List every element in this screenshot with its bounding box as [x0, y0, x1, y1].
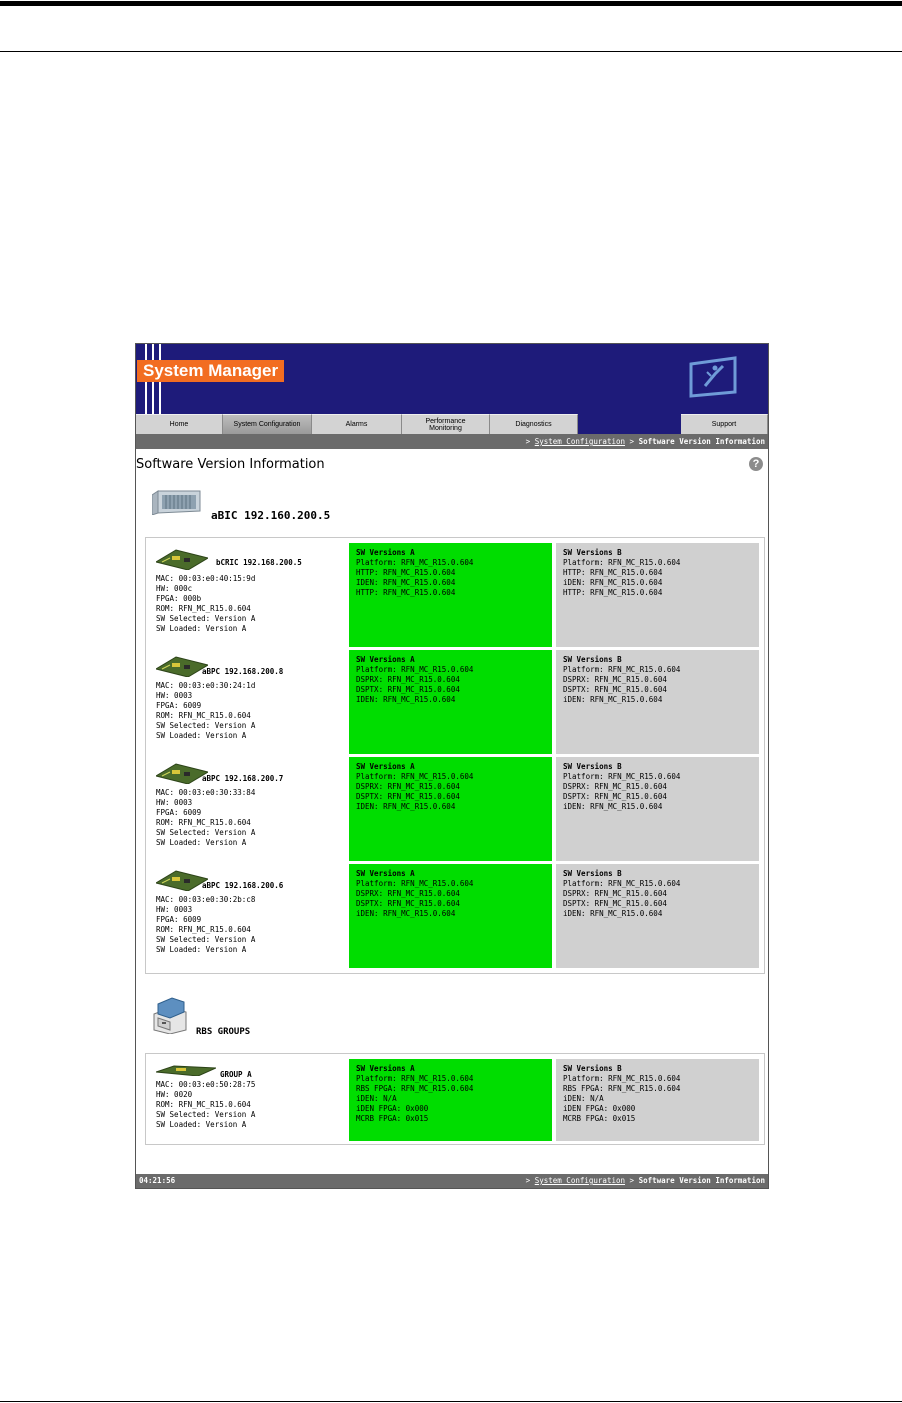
footer-breadcrumb-current: Software Version Information — [638, 1176, 765, 1185]
card-hw: HW: 000c — [156, 584, 193, 593]
card-name: bCRIC 192.168.200.5 — [216, 558, 302, 567]
tab-home[interactable]: Home — [136, 414, 223, 434]
card-rom: ROM: RFN_MC_R15.0.604 — [156, 925, 251, 934]
card-sw-selected: SW Selected: Version A — [156, 828, 256, 837]
status-footer — [136, 1174, 768, 1188]
sw-versions-b-title: SW Versions B — [563, 655, 622, 664]
tab-alarms[interactable]: Alarms — [312, 414, 402, 434]
app-banner — [136, 344, 768, 414]
breadcrumb-separator: > — [629, 437, 635, 446]
circuit-board-icon — [156, 762, 208, 784]
rbs-group-hw: HW: 0020 — [156, 1090, 193, 1099]
card-hw: HW: 0003 — [156, 798, 193, 807]
help-icon[interactable]: ? — [749, 457, 763, 471]
card-mac: MAC: 00:03:e0:30:33:84 — [156, 788, 256, 797]
sw-versions-a-title: SW Versions A — [356, 655, 415, 664]
card-row — [146, 650, 766, 754]
rbs-group-row — [146, 1059, 766, 1141]
card-sw-selected: SW Selected: Version A — [156, 721, 256, 730]
breadcrumb-separator: > — [525, 437, 531, 446]
sw-version-line: DSPTX: RFN_MC_R15.0.604 — [356, 685, 460, 694]
sw-versions-a-title: SW Versions A — [356, 869, 415, 878]
page-title: Software Version Information — [136, 457, 325, 472]
sw-version-line: iDEN FPGA: 0x000 — [356, 1104, 429, 1113]
sw-version-line: Platform: RFN_MC_R15.0.604 — [563, 772, 681, 781]
card-rom: ROM: RFN_MC_R15.0.604 — [156, 818, 251, 827]
sw-version-line: HTTP: RFN_MC_R15.0.604 — [356, 568, 456, 577]
tab-diagnostics[interactable]: Diagnostics — [490, 414, 578, 434]
sw-version-line: Platform: RFN_MC_R15.0.604 — [356, 558, 474, 567]
sw-version-line: iDEN: RFN_MC_R15.0.604 — [563, 695, 663, 704]
card-fpga: FPGA: 6009 — [156, 808, 202, 817]
main-nav — [136, 414, 768, 434]
card-sw-loaded: SW Loaded: Version A — [156, 624, 247, 633]
card-sw-selected: SW Selected: Version A — [156, 614, 256, 623]
card-sw-loaded: SW Loaded: Version A — [156, 945, 247, 954]
tab-system-configuration[interactable]: System Configuration — [223, 414, 312, 434]
sw-version-line: Platform: RFN_MC_R15.0.604 — [563, 665, 681, 674]
breadcrumb-current: Software Version Information — [638, 437, 765, 446]
card-hw: HW: 0003 — [156, 691, 193, 700]
card-sw-loaded: SW Loaded: Version A — [156, 838, 247, 847]
tab-support[interactable]: Support — [681, 414, 768, 434]
sw-version-line: DSPRX: RFN_MC_R15.0.604 — [356, 782, 460, 791]
breadcrumb-link-system-configuration[interactable]: System Configuration — [534, 437, 626, 446]
sw-version-line: DSPTX: RFN_MC_R15.0.604 — [563, 685, 667, 694]
sw-versions-a-panel — [349, 864, 552, 968]
sw-version-line: DSPTX: RFN_MC_R15.0.604 — [356, 899, 460, 908]
sw-version-line: DSPTX: RFN_MC_R15.0.604 — [356, 792, 460, 801]
card-mac: MAC: 00:03:e0:40:15:9d — [156, 574, 256, 583]
chassis-cards-panel — [145, 537, 765, 974]
rbs-group-sw-selected: SW Selected: Version A — [156, 1110, 256, 1119]
sw-version-line: Platform: RFN_MC_R15.0.604 — [563, 879, 681, 888]
sw-version-line: DSPRX: RFN_MC_R15.0.604 — [563, 889, 667, 898]
sw-version-line: Platform: RFN_MC_R15.0.604 — [563, 1074, 681, 1083]
sw-version-line: DSPTX: RFN_MC_R15.0.604 — [563, 899, 667, 908]
rbs-group-rom: ROM: RFN_MC_R15.0.604 — [156, 1100, 251, 1109]
page-header-rule — [0, 51, 902, 52]
sw-versions-b-title: SW Versions B — [563, 548, 622, 557]
rbs-group-mac: MAC: 00:03:e0:50:28:75 — [156, 1080, 256, 1089]
card-rom: ROM: RFN_MC_R15.0.604 — [156, 604, 251, 613]
sw-version-line: Platform: RFN_MC_R15.0.604 — [356, 879, 474, 888]
sw-version-line: Platform: RFN_MC_R15.0.604 — [563, 558, 681, 567]
rbs-board-icon — [156, 1064, 216, 1076]
sw-version-line: RBS FPGA: RFN_MC_R15.0.604 — [356, 1084, 474, 1093]
card-hw: HW: 0003 — [156, 905, 193, 914]
sw-versions-b-panel — [556, 543, 759, 647]
sw-versions-a-title: SW Versions A — [356, 762, 415, 771]
breadcrumb — [136, 434, 768, 449]
rbs-group-panel — [145, 1053, 765, 1145]
sw-version-line: IDEN: RFN_MC_R15.0.604 — [356, 578, 456, 587]
circuit-board-icon — [156, 548, 208, 570]
card-sw-selected: SW Selected: Version A — [156, 935, 256, 944]
sw-versions-a-panel — [349, 543, 552, 647]
sw-versions-b-title: SW Versions B — [563, 1064, 622, 1073]
card-row — [146, 757, 766, 861]
sw-versions-a-title: SW Versions A — [356, 548, 415, 557]
card-details — [156, 574, 255, 634]
sw-version-line: Platform: RFN_MC_R15.0.604 — [356, 665, 474, 674]
sw-version-line: RBS FPGA: RFN_MC_R15.0.604 — [563, 1084, 681, 1093]
sw-version-line: iDEN: RFN_MC_R15.0.604 — [563, 909, 663, 918]
card-name: aBPC 192.168.200.7 — [202, 774, 284, 783]
card-sw-loaded: SW Loaded: Version A — [156, 731, 247, 740]
brand-emblem-icon — [685, 354, 741, 400]
sw-versions-a-title: SW Versions A — [356, 1064, 415, 1073]
rbs-groups-label: RBS GROUPS — [196, 1027, 251, 1037]
system-manager-window — [135, 343, 769, 1189]
sw-versions-a-panel — [349, 757, 552, 861]
sw-version-line: HTTP: RFN_MC_R15.0.604 — [563, 588, 663, 597]
sw-version-line: iDEN: RFN_MC_R15.0.604 — [356, 909, 456, 918]
sw-version-line: iDEN: N/A — [563, 1094, 604, 1103]
rbs-cabinet-icon — [150, 996, 188, 1034]
breadcrumb-separator: > — [525, 1176, 531, 1185]
sw-version-line: DSPRX: RFN_MC_R15.0.604 — [356, 889, 460, 898]
clock-display: 04:21:56 — [139, 1176, 176, 1185]
sw-version-line: HTTP: RFN_MC_R15.0.604 — [356, 588, 456, 597]
sw-version-line: iDEN: N/A — [356, 1094, 397, 1103]
sw-version-line: MCRB FPGA: 0x015 — [356, 1114, 429, 1123]
card-mac: MAC: 00:03:e0:30:24:1d — [156, 681, 256, 690]
sw-versions-b-panel — [556, 650, 759, 754]
sw-version-line: iDEN: RFN_MC_R15.0.604 — [563, 802, 663, 811]
card-name: aBPC 192.168.200.8 — [202, 667, 284, 676]
card-name: aBPC 192.168.200.6 — [202, 881, 284, 890]
sw-versions-b-title: SW Versions B — [563, 762, 622, 771]
tab-performance-monitoring[interactable]: Performance Monitoring — [402, 414, 490, 434]
sw-versions-b-panel — [556, 1059, 759, 1141]
card-row — [146, 864, 766, 968]
page-footer-rule — [0, 1401, 902, 1402]
card-fpga: FPGA: 6009 — [156, 915, 202, 924]
sw-version-line: Platform: RFN_MC_R15.0.604 — [356, 1074, 474, 1083]
sw-version-line: DSPTX: RFN_MC_R15.0.604 — [563, 792, 667, 801]
sw-version-line: DSPRX: RFN_MC_R15.0.604 — [356, 675, 460, 684]
sw-version-line: DSPRX: RFN_MC_R15.0.604 — [563, 675, 667, 684]
app-logo: System Manager — [137, 360, 284, 382]
card-details — [156, 788, 255, 848]
sw-version-line: IDEN: RFN_MC_R15.0.604 — [356, 695, 456, 704]
sw-versions-b-title: SW Versions B — [563, 869, 622, 878]
chassis-icon — [152, 489, 202, 515]
sw-version-line: iDEN: RFN_MC_R15.0.604 — [563, 578, 663, 587]
card-fpga: FPGA: 000b — [156, 594, 202, 603]
sw-versions-b-panel — [556, 757, 759, 861]
circuit-board-icon — [156, 869, 208, 891]
sw-version-line: Platform: RFN_MC_R15.0.604 — [356, 772, 474, 781]
footer-breadcrumb-link-system-configuration[interactable]: System Configuration — [534, 1176, 626, 1185]
circuit-board-icon — [156, 655, 208, 677]
card-fpga: FPGA: 6009 — [156, 701, 202, 710]
chassis-label: aBIC 192.160.200.5 — [211, 509, 331, 522]
card-mac: MAC: 00:03:e0:30:2b:c8 — [156, 895, 256, 904]
rbs-group-name: GROUP A — [220, 1070, 252, 1079]
card-row — [146, 543, 766, 647]
breadcrumb-separator: > — [629, 1176, 635, 1185]
rbs-group-details — [156, 1080, 255, 1130]
sw-versions-b-panel — [556, 864, 759, 968]
sw-version-line: IDEN: RFN_MC_R15.0.604 — [356, 802, 456, 811]
footer-breadcrumb — [526, 1174, 765, 1188]
card-rom: ROM: RFN_MC_R15.0.604 — [156, 711, 251, 720]
rbs-group-sw-loaded: SW Loaded: Version A — [156, 1120, 247, 1129]
page-top-rule — [0, 1, 902, 6]
card-details — [156, 681, 255, 741]
sw-version-line: HTTP: RFN_MC_R15.0.604 — [563, 568, 663, 577]
sw-versions-a-panel — [349, 1059, 552, 1141]
sw-version-line: MCRB FPGA: 0x015 — [563, 1114, 636, 1123]
card-details — [156, 895, 255, 955]
sw-versions-a-panel — [349, 650, 552, 754]
sw-version-line: DSPRX: RFN_MC_R15.0.604 — [563, 782, 667, 791]
sw-version-line: iDEN FPGA: 0x000 — [563, 1104, 636, 1113]
